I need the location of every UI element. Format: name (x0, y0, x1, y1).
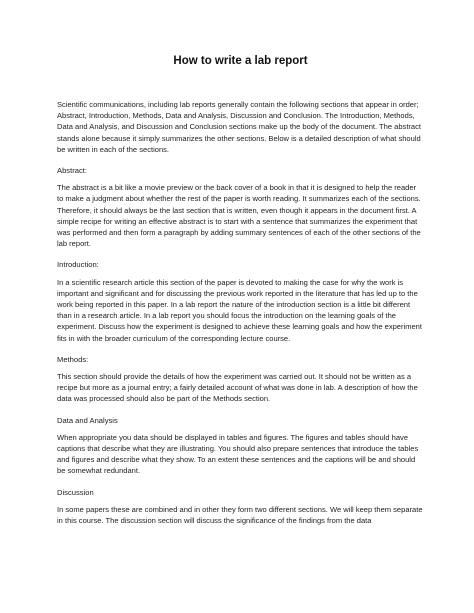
section-body-introduction: In a scientific research article this section of the paper is devoted to making the case for why the work is important and significant and for discussing the previous work reported in the literature that has led up to the work being reported in this paper. In a lab report the nature of the introduction section is a little bit different than in a research article. In a lab report you should focus the introduction on the learning goals of the experiment. Discuss how the experiment is designed to achieve these learning goals and how the experiment fits in with the broader curriculum of the corresponding lecture course. (57, 277, 422, 343)
section-heading-discussion: Discussion (57, 487, 94, 497)
section-body-data-analysis: When appropriate you data should be displayed in tables and figures. The figures and tables should have captions that describe what they are illustrating. You should also prepare sentences that introduce the tables and figures and describe what they show. To an extent these sentences and the captions will be and should be somewhat redundant. (57, 432, 419, 476)
section-heading-abstract: Abstract: (57, 166, 87, 176)
section-heading-data-analysis: Data and Analysis (57, 415, 118, 425)
section-heading-methods: Methods: (57, 354, 89, 364)
section-heading-introduction: Introduction: (57, 260, 99, 270)
section-body-discussion: In some papers these are combined and in other they form two different sections. We will keep them separate in this course. The discussion section will discuss the significance of the findings from the data (57, 504, 423, 526)
section-body-abstract: The abstract is a bit like a movie preview or the back cover of a book in that it is designed to help the reader to make a judgment about whether the rest of the paper is worth reading. It summarizes each of the sections. Therefore, it should always be the last section that is written, even though it appears in the document first. A simple recipe for writing an effective abstract is to start with a sentence that summarizes the experiment that was performed and then form a paragraph by adding summary sentences of each of the other sections of the lab report. (57, 183, 421, 249)
intro-paragraph: Scientific communications, including lab reports generally contain the following sections that appear in order; Abstract, Introduction, Methods, Data and Analysis, Discussion and Conclusion. The Introduction, Methods, Data and Analysis, and Discussion and Conclusion sections make up the body of the document. The abstract stands alone because it simply summarizes the other sections. Below is a detailed description of what should be written in each of the sections. (57, 100, 422, 154)
section-body-methods: This section should provide the details of how the experiment was carried out. It should not be written as a recipe but more as a journal entry; a fairly detailed account of what was done in lab. A description of how the data was processed should also be part of the Methods section. (57, 372, 418, 404)
document-title: How to write a lab report (173, 55, 308, 67)
document-body (57, 99, 424, 526)
